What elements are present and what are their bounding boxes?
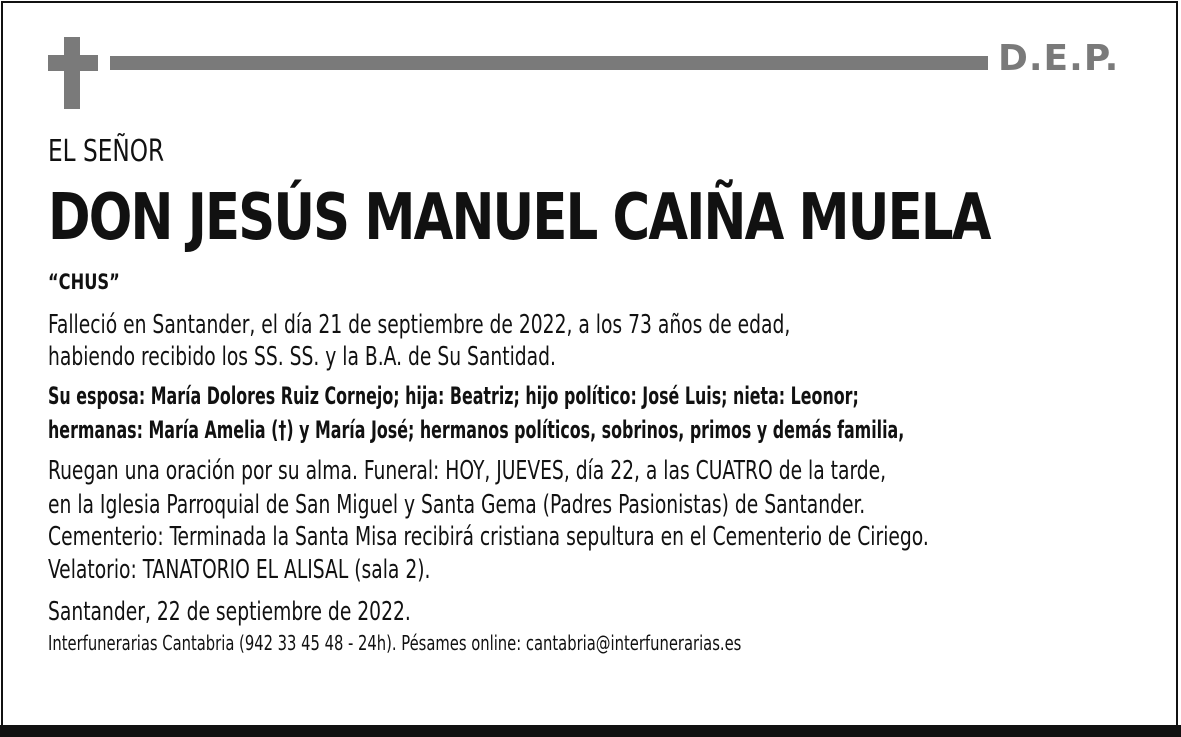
bottom-border-bar	[0, 725, 1181, 737]
service-line-2: en la Iglesia Parroquial de San Miguel y Santa Gema (Padres Pasionistas) de Santander.	[48, 490, 866, 520]
dep-label: D.E.P.	[998, 38, 1120, 79]
contact-line: Interfunerarias Cantabria (942 33 45 48 - 24h). Pésames online: cantabria@interfunerarias.es	[48, 631, 742, 655]
service-line-3: Cementerio: Terminada la Santa Misa recibirá cristiana sepultura en el Cementerio de Ciriego.	[48, 522, 929, 552]
family-line-2: hermanas: María Amelia (†) y María José; hermanos políticos, sobrinos, primos y demás familia,	[48, 416, 905, 444]
service-line-4: Velatorio: TANATORIO EL ALISAL (sala 2).	[48, 555, 431, 585]
nickname: “CHUS”	[48, 270, 120, 294]
deceased-name: DON JESÚS MANUEL CAIÑA MUELA	[48, 181, 990, 255]
death-notice-line-2: habiendo recibido los SS. SS. y la B.A. de Su Santidad.	[48, 342, 556, 372]
honorific: EL SEÑOR	[48, 134, 165, 169]
death-notice-line-1: Falleció en Santander, el día 21 de septiembre de 2022, a los 73 años de edad,	[48, 310, 791, 340]
cross-vertical-bar	[64, 37, 80, 109]
cross-horizontal-bar	[48, 55, 98, 71]
family-line-1: Su esposa: María Dolores Ruiz Cornejo; hija: Beatriz; hijo político: José Luis; nieta: Leonor;	[48, 382, 859, 410]
place-date: Santander, 22 de septiembre de 2022.	[48, 597, 411, 627]
header-rule	[110, 56, 988, 70]
service-line-1: Ruegan una oración por su alma. Funeral: HOY, JUEVES, día 22, a las CUATRO de la tarde,	[48, 456, 887, 486]
